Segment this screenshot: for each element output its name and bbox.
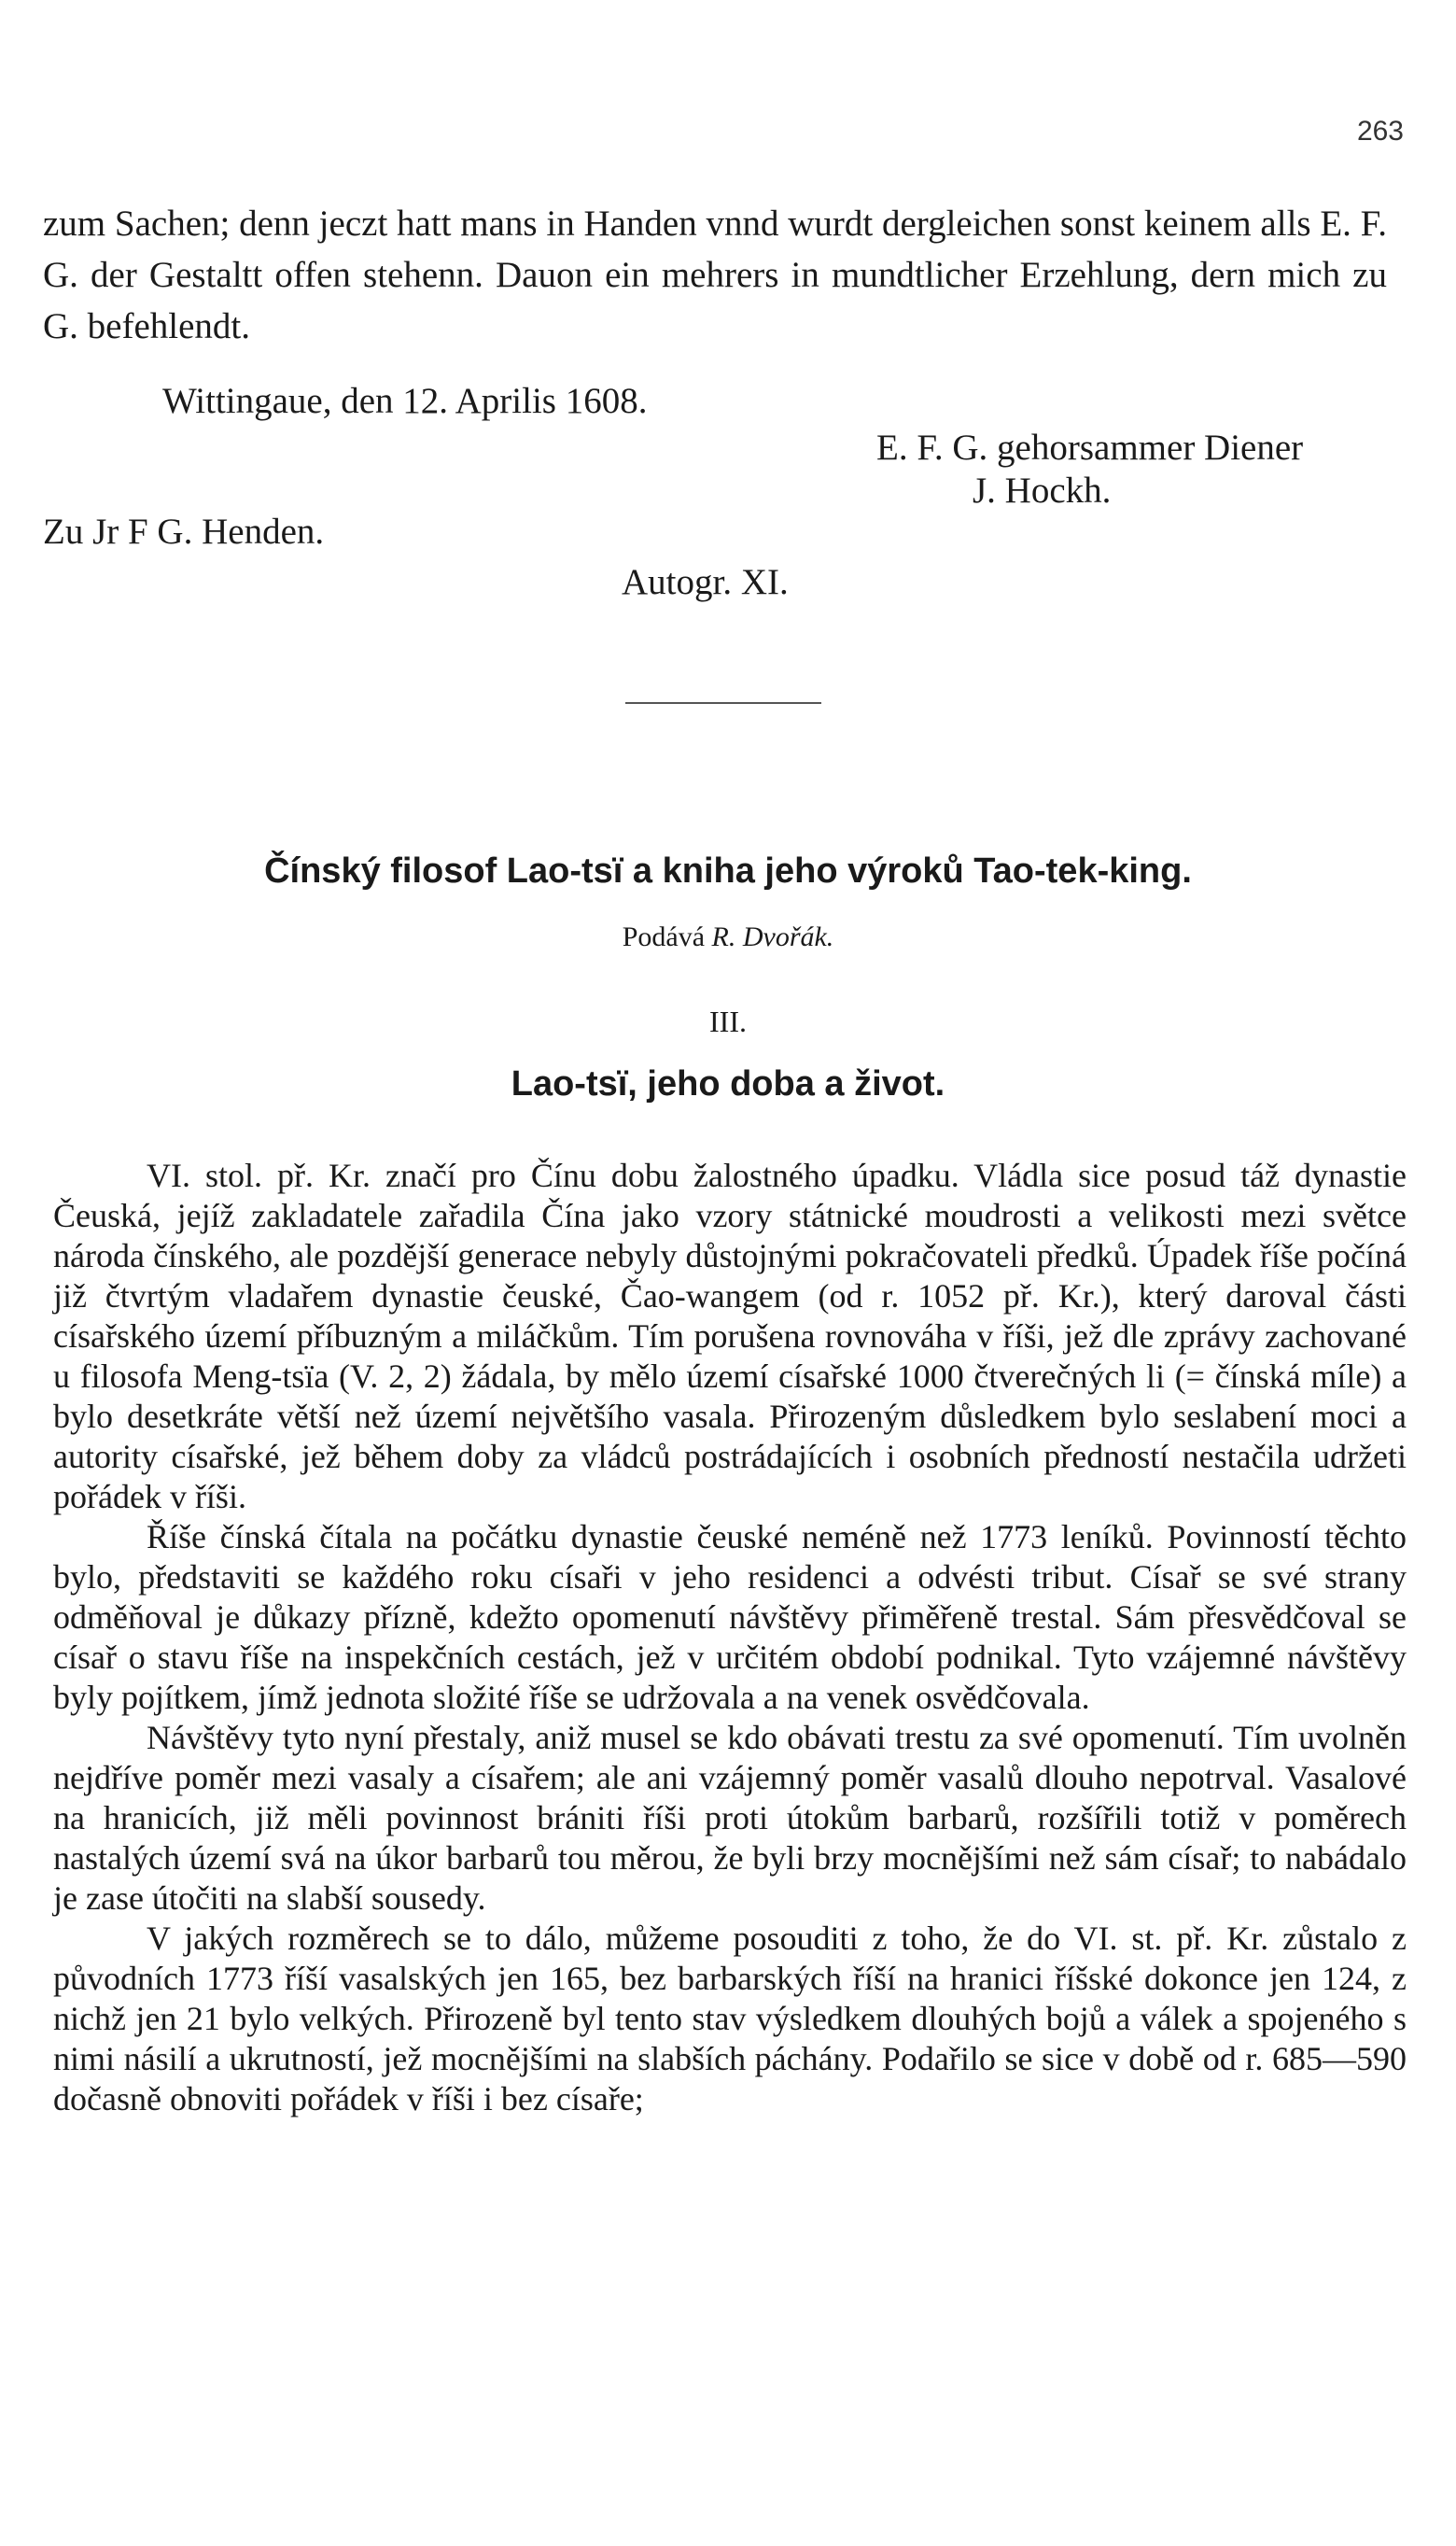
section-number: III. bbox=[709, 1005, 747, 1038]
paragraph: Návštěvy tyto nyní přestaly, aniž musel se kdo obávati trestu za své opomenutí. Tím uvolněn nejdříve poměr mezi vasaly a císařem; ale ani vzájemný poměr vasalů dlouho nepotrval. Vasalové na hranicích, již měli povinnost brániti říši proti útokům barbarů, rozšířili totiž v poměrech nastalých území svá na úkor barbarů tou měrou, že byli brzy mocnějšími než sám císař; to nabádalo je zase útočiti na slabší sousedy. bbox=[53, 1719, 1407, 1917]
byline-prefix: Podává bbox=[622, 921, 706, 952]
section-title: Lao-tsï, jeho doba a život. bbox=[511, 1064, 945, 1104]
article-title: Čínský filosof Lao-tsï a kniha jeho výroků Tao-tek-king. bbox=[264, 851, 1192, 891]
paragraph: Říše čínská čítala na počátku dynastie čeuské neméně než 1773 leníků. Povinností těchto bylo, představiti se každého roku císaři v jeho residenci a odvésti tribut. Císař se své strany odměňoval je důkazy přízně, kdežto opomenutí návštěvy přiměřeně trestal. Sám přesvědčoval se císař o stavu říše na inspekčních cestách, jež v určitém období podnikal. Tyto vzájemné návštěvy byly pojítkem, jímž jednota složité říše se udržovala a na venek osvědčovala. bbox=[53, 1518, 1407, 1716]
author-name: R. Dvořák. bbox=[711, 921, 834, 952]
byline bbox=[0, 921, 1456, 953]
letter-excerpt bbox=[43, 198, 1387, 602]
letter-signature-name: J. Hockh. bbox=[973, 471, 1112, 511]
article-body bbox=[53, 1156, 1407, 2119]
letter-signature-line: E. F. G. gehorsammer Diener bbox=[876, 428, 1304, 468]
letter-address: Zu Jr F G. Henden. bbox=[43, 512, 325, 552]
letter-body: zum Sachen; denn jeczt hatt mans in Handen vnnd wurdt dergleichen sonst keinem alls E. F. G. der Gestaltt offen stehenn. Dauon ein mehrers in mundtlicher Erzehlung, dern mich zu G. befehlendt. bbox=[43, 204, 1387, 346]
letter-date: Wittingaue, den 12. Aprilis 1608. bbox=[162, 381, 648, 421]
paragraph: VI. stol. př. Kr. značí pro Čínu dobu žalostného úpadku. Vládla sice posud táž dynastie Čeuská, jejíž zakladatele zařadila Čína jako vzory státnické moudrosti a velikosti mezi světce národa čínského, ale pozdější generace nebyly důstojnými pokračovateli předků. Úpadek říše počíná již čtvrtým vladařem dynastie čeuské, Čao-wangem (od r. 1052 př. Kr.), který daroval části císařského území příbuzným a miláčkům. Tím porušena rovnováha v říši, jež dle zprávy zachované u filosofa Meng-tsïa (V. 2, 2) žádala, by mělo území císařské 1000 čtverečných li (= čínská míle) a bylo desetkráte větší než území největšího vasala. Přirozeným důsledkem bylo seslabení moci a autority císařské, jež během doby za vládců postrádajících i osobních předností nestačila udržeti pořádek v říši. bbox=[53, 1157, 1407, 1515]
section-divider bbox=[625, 702, 821, 704]
page-number: 263 bbox=[1356, 116, 1404, 147]
autograph-note: Autogr. XI. bbox=[622, 562, 789, 602]
paragraph: V jakých rozměrech se to dálo, můžeme posouditi z toho, že do VI. st. př. Kr. zůstalo z původních 1773 říší vasalských jen 165, bez barbarských říší na hranici říšské dokonce jen 124, z nichž jen 21 bylo velkých. Přirozeně byl tento stav výsledkem dlouhých bojů a válek a spojeného s nimi násilí a ukrutností, jež mocnějšími na slabších páchány. Podařilo se sice v době od r. 685—590 dočasně obnoviti pořádek v říši i bez císaře; bbox=[53, 1920, 1407, 2117]
